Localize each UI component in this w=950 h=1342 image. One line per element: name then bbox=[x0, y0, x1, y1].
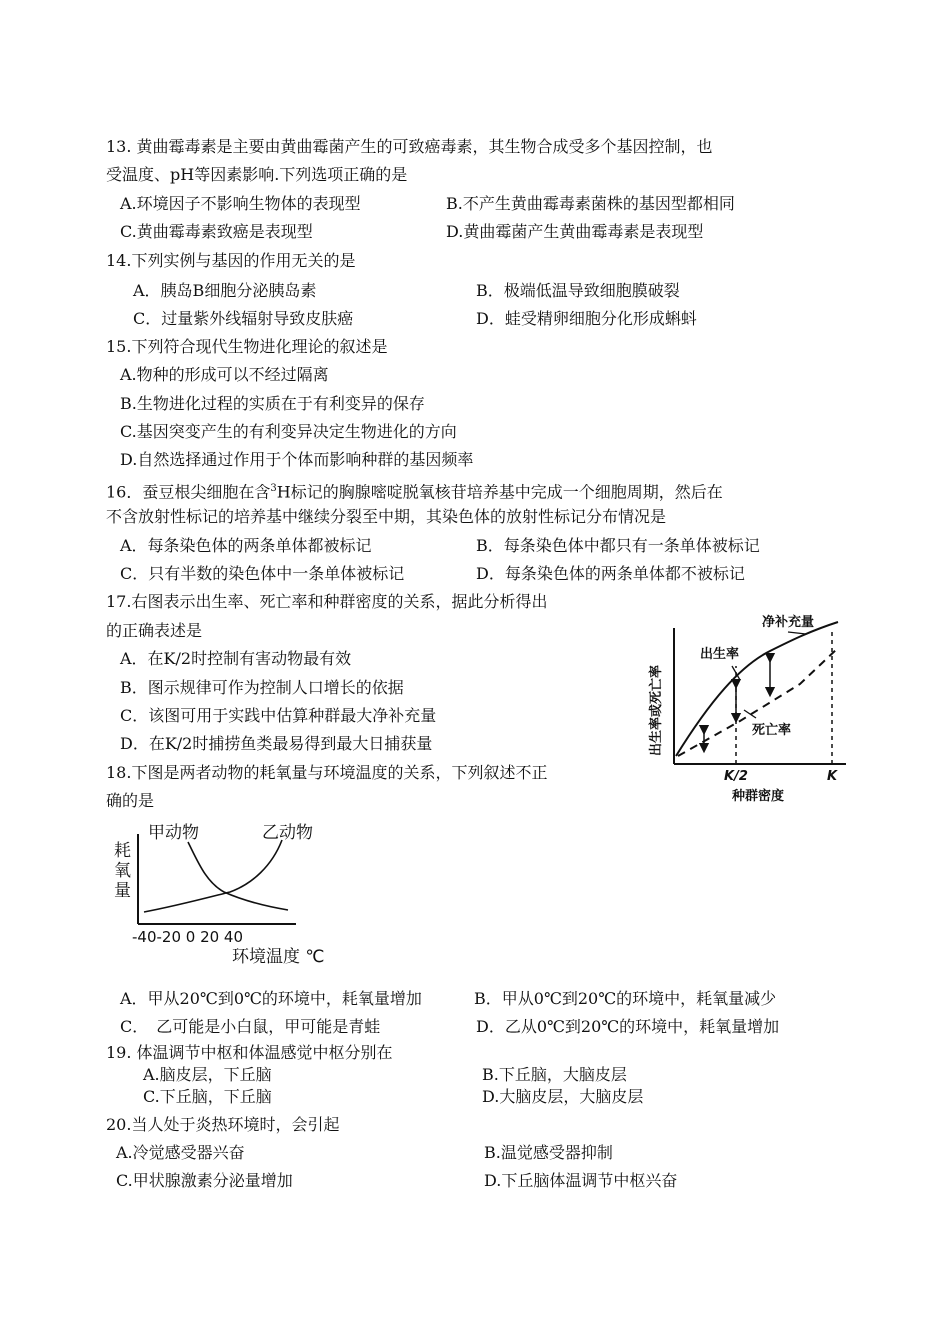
q20-option-b: B.温觉感受器抑制 bbox=[484, 1143, 613, 1162]
q17-tick-k2: K/2 bbox=[724, 769, 748, 784]
q17-population-figure bbox=[640, 606, 854, 810]
q18-stem-line1: 18.下图是两者动物的耗氧量与环境温度的关系，下列叙述不正 bbox=[106, 763, 548, 782]
q20-option-c: C.甲状腺激素分泌量增加 bbox=[116, 1171, 293, 1190]
q17-label-net: 净补充量 bbox=[762, 615, 815, 630]
q14-option-d: D．蛙受精卵细胞分化形成蝌蚪 bbox=[476, 309, 697, 328]
q20-stem: 20.当人处于炎热环境时，会引起 bbox=[106, 1115, 340, 1134]
q19-option-d: D.大脑皮层，大脑皮层 bbox=[482, 1087, 644, 1106]
q14-option-a: A．胰岛B细胞分泌胰岛素 bbox=[133, 281, 317, 300]
q15-option-b: B.生物进化过程的实质在于有利变异的保存 bbox=[120, 394, 425, 413]
q18-y-label-3: 量 bbox=[114, 881, 131, 901]
q19-option-c: C.下丘脑，下丘脑 bbox=[143, 1087, 272, 1106]
q18-label-jia: 甲动物 bbox=[148, 823, 199, 843]
q16-stem-pre: 16．蚕豆根尖细胞在含 bbox=[106, 482, 271, 502]
q18-option-b: B．甲从0℃到20℃的环境中，耗氧量减少 bbox=[474, 989, 777, 1008]
q13-option-c: C.黄曲霉毒素致癌是表现型 bbox=[120, 222, 313, 241]
q17-option-d: D．在K/2时捕捞鱼类最易得到最大日捕获量 bbox=[120, 734, 433, 753]
q14-stem: 14.下列实例与基因的作用无关的是 bbox=[106, 251, 356, 270]
q19-option-a: A.脑皮层，下丘脑 bbox=[143, 1065, 272, 1084]
q17-y-label: 出生率或死亡率 bbox=[649, 664, 664, 756]
q16-option-a: A．每条染色体的两条单体都被标记 bbox=[120, 536, 372, 555]
q13-stem-line1: 13. 黄曲霉毒素是主要由黄曲霉菌产生的可致癌毒素，其生物合成受多个基因控制，也 bbox=[106, 137, 713, 156]
q16-isotope-superscript: 3 bbox=[270, 483, 277, 494]
q19-option-b: B.下丘脑，大脑皮层 bbox=[482, 1065, 627, 1084]
q17-label-death: 死亡率 bbox=[752, 723, 792, 738]
q17-option-c: C．该图可用于实践中估算种群最大净补充量 bbox=[120, 706, 437, 725]
q18-y-label-2: 氧 bbox=[114, 861, 131, 881]
q13-option-a: A.环境因子不影响生物体的表现型 bbox=[120, 194, 361, 213]
q17-option-a: A．在K/2时控制有害动物最有效 bbox=[120, 649, 352, 668]
q18-option-d: D．乙从0℃到20℃的环境中，耗氧量增加 bbox=[476, 1017, 780, 1036]
q16-stem-post: H标记的胸腺嘧啶脱氧核苷培养基中完成一个细胞周期，然后在 bbox=[276, 482, 723, 502]
q16-stem-line1 bbox=[106, 478, 723, 503]
q16-option-d: D．每条染色体的两条单体都不被标记 bbox=[476, 564, 745, 583]
q14-option-b: B．极端低温导致细胞膜破裂 bbox=[476, 281, 680, 300]
q19-stem: 19. 体温调节中枢和体温感觉中枢分别在 bbox=[106, 1043, 393, 1062]
q16-option-b: B．每条染色体中都只有一条单体被标记 bbox=[476, 536, 760, 555]
q13-stem-line2: 受温度、pH等因素影响.下列选项正确的是 bbox=[106, 165, 408, 184]
q18-stem-line2: 确的是 bbox=[106, 791, 155, 810]
q18-option-a: A．甲从20℃到0℃的环境中，耗氧量增加 bbox=[120, 989, 422, 1008]
q17-stem-line2: 的正确表述是 bbox=[106, 621, 203, 640]
q17-tick-k: K bbox=[827, 769, 838, 784]
q18-yi-curve bbox=[144, 840, 282, 912]
q13-option-b: B.不产生黄曲霉毒素菌株的基因型都相同 bbox=[446, 194, 735, 213]
q18-label-yi: 乙动物 bbox=[262, 823, 313, 843]
q16-stem-line2: 不含放射性标记的培养基中继续分裂至中期，其染色体的放射性标记分布情况是 bbox=[106, 507, 667, 526]
q17-stem-line1: 17.右图表示出生率、死亡率和种群密度的关系，据此分析得出 bbox=[106, 592, 548, 611]
q18-jia-curve bbox=[188, 842, 288, 910]
q17-label-birth: 出生率 bbox=[700, 647, 740, 662]
q17-option-b: B．图示规律可作为控制人口增长的依据 bbox=[120, 678, 404, 697]
q15-stem: 15.下列符合现代生物进化理论的叙述是 bbox=[106, 337, 388, 356]
q18-x-label: 环境温度 ℃ bbox=[232, 947, 325, 967]
q15-option-c: C.基因突变产生的有利变异决定生物进化的方向 bbox=[120, 422, 457, 441]
q17-net-pointer bbox=[788, 632, 806, 634]
q18-x-ticks: -40-20 0 20 40 bbox=[132, 928, 244, 946]
q17-x-label: 种群密度 bbox=[732, 789, 785, 804]
q18-oxygen-figure bbox=[106, 814, 354, 970]
q16-option-c: C．只有半数的染色体中一条单体被标记 bbox=[120, 564, 405, 583]
q13-option-d: D.黄曲霉菌产生黄曲霉毒素是表现型 bbox=[446, 222, 704, 241]
q18-y-label-1: 耗 bbox=[114, 841, 131, 861]
q17-death-rate-line bbox=[678, 648, 838, 756]
q20-option-d: D.下丘脑体温调节中枢兴奋 bbox=[484, 1171, 678, 1190]
q15-option-a: A.物种的形成可以不经过隔离 bbox=[120, 365, 329, 384]
q15-option-d: D.自然选择通过作用于个体而影响种群的基因频率 bbox=[120, 450, 474, 469]
q18-option-c: C． 乙可能是小白鼠，甲可能是青蛙 bbox=[120, 1017, 381, 1036]
q20-option-a: A.冷觉感受器兴奋 bbox=[116, 1143, 245, 1162]
q14-option-c: C．过量紫外线辐射导致皮肤癌 bbox=[133, 309, 354, 328]
